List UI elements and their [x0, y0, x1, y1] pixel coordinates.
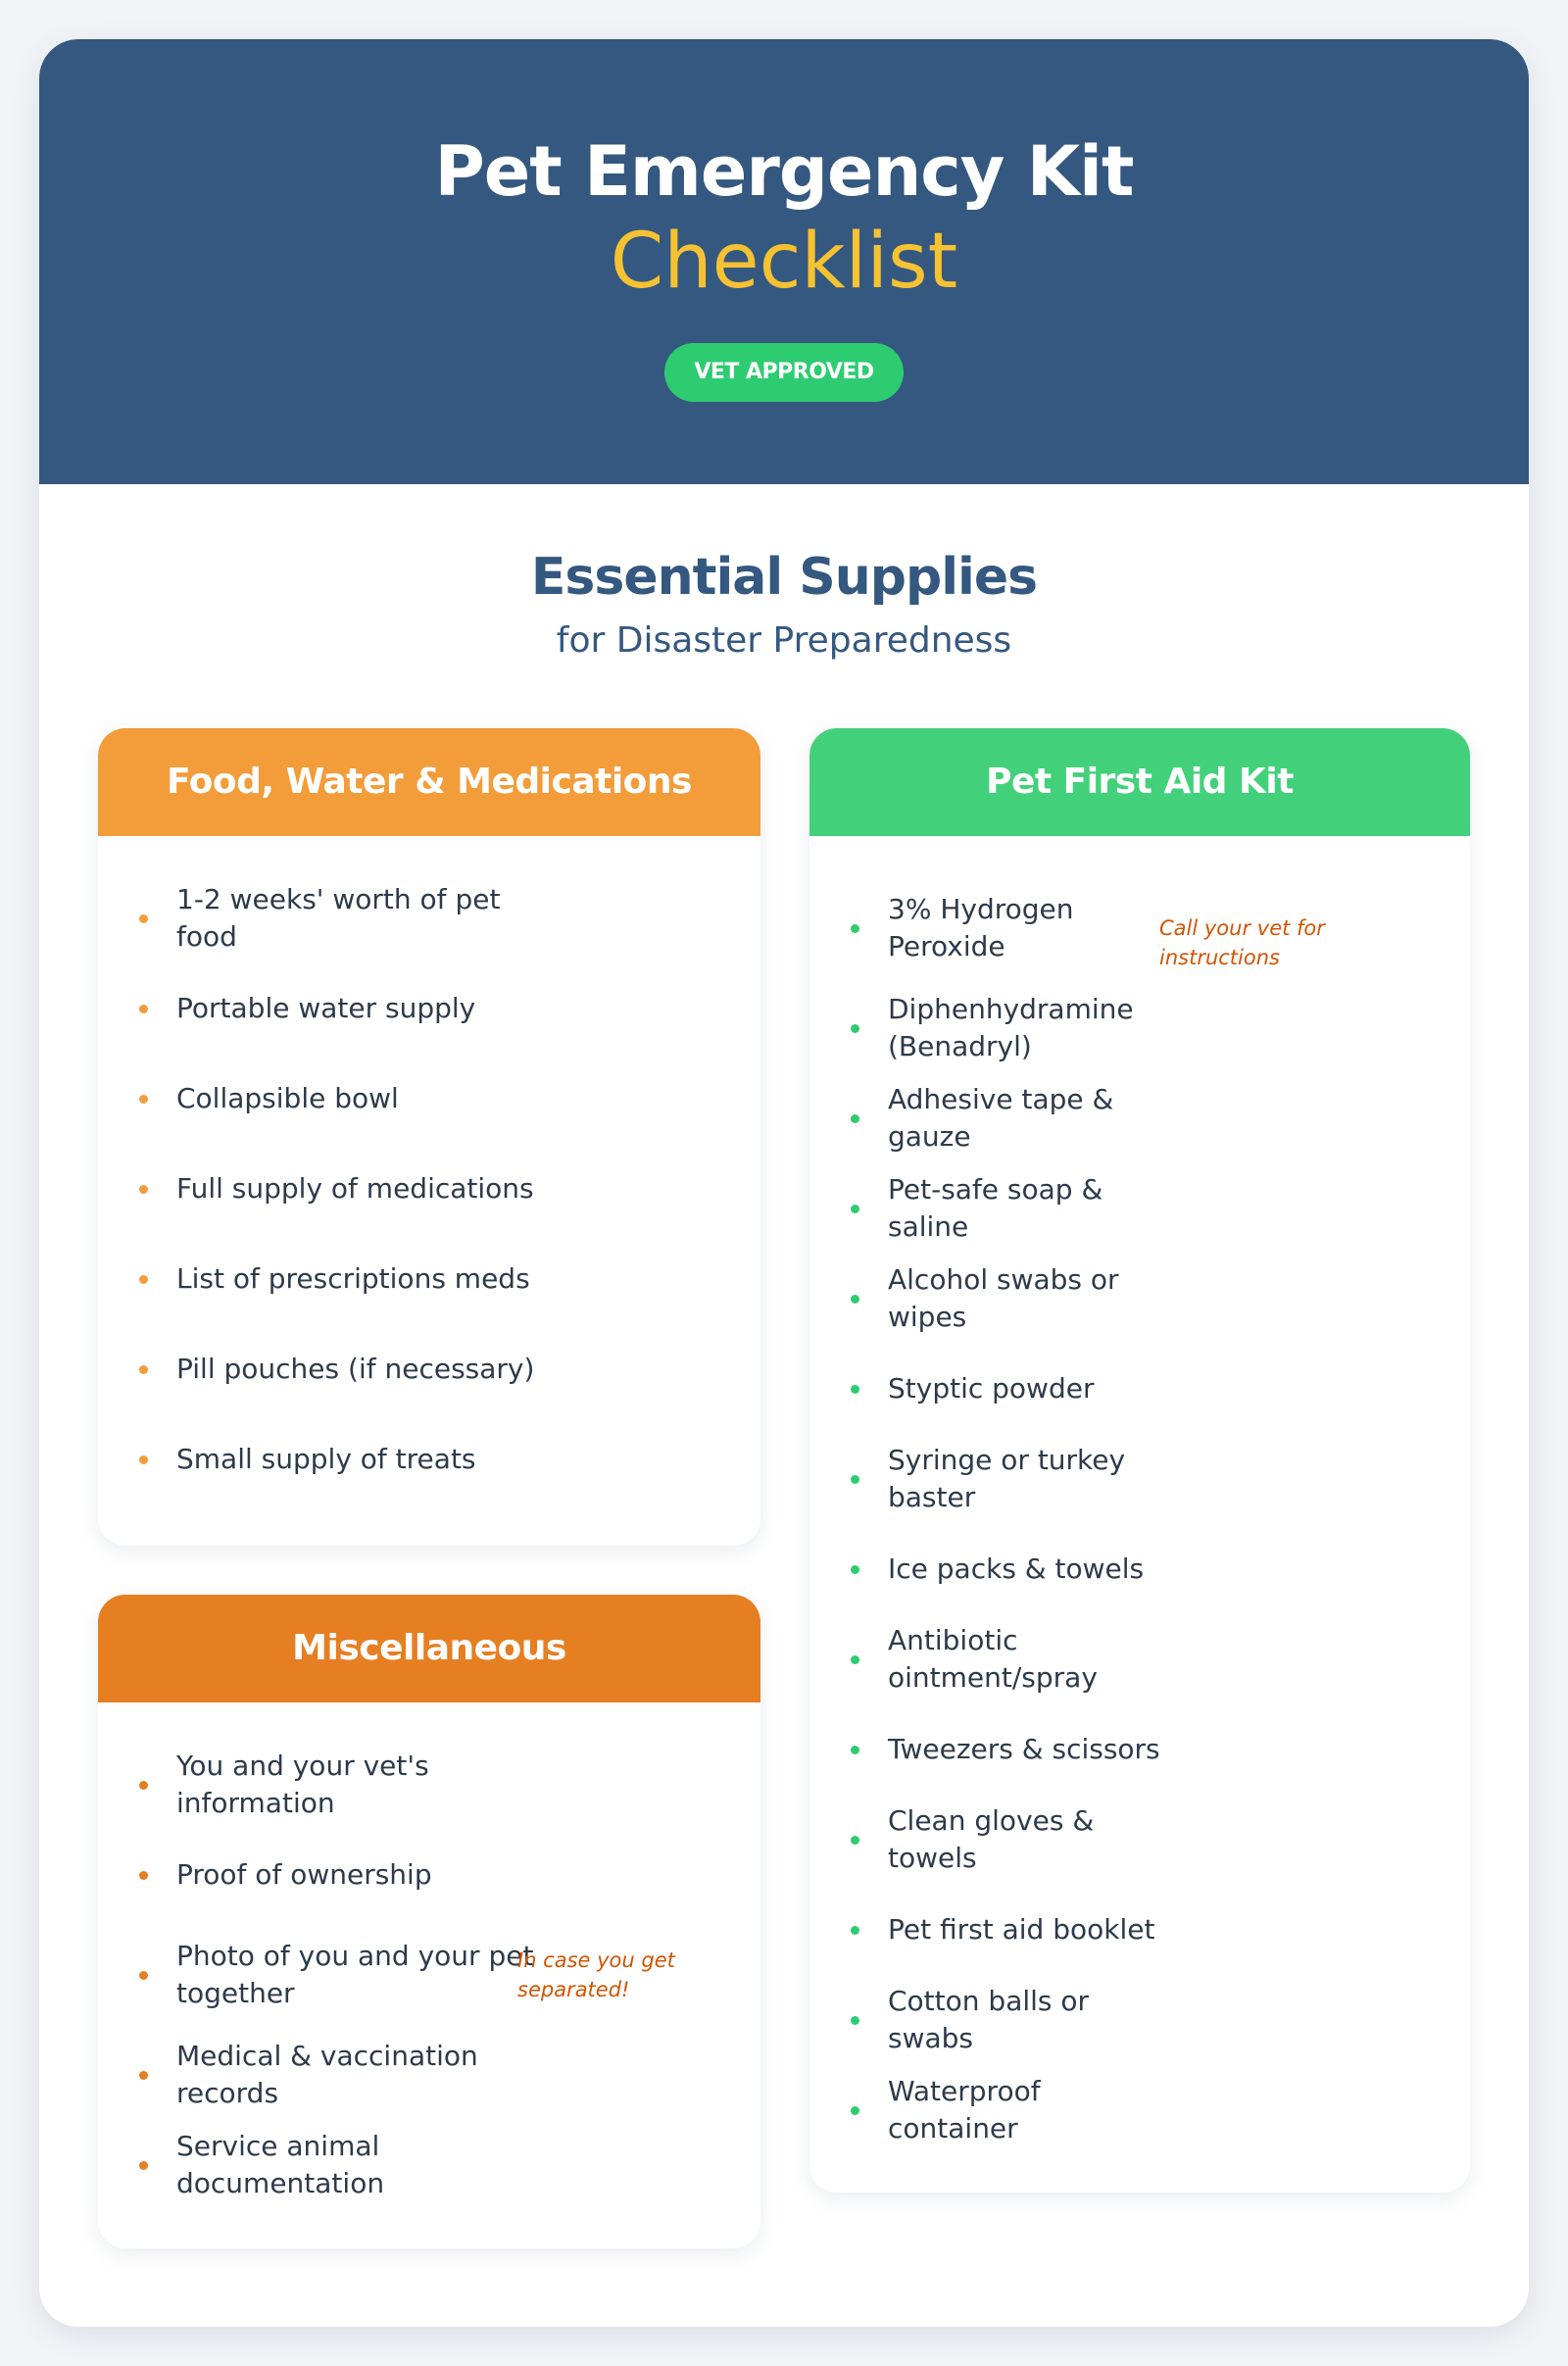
checklist-item	[98, 1920, 760, 2030]
checklist-item-text: Diphenhydramine (Benadryl)	[888, 993, 1134, 1062]
bullet-icon	[851, 1295, 859, 1304]
checklist-item-text: Waterproof container	[888, 2075, 1041, 2144]
bullet-icon	[851, 1024, 859, 1033]
bullet-icon	[139, 914, 148, 923]
checklist-item-text: Styptic powder	[888, 1372, 1095, 1405]
checklist-item	[98, 2120, 760, 2210]
bullet-icon	[851, 2106, 859, 2115]
checklist-item-text: Syringe or turkey baster	[888, 1444, 1126, 1513]
checklist-item-text: Tweezers & scissors	[888, 1733, 1160, 1765]
bullet-icon	[139, 1781, 148, 1790]
miscellaneous-panel	[98, 1595, 760, 2248]
checklist-item-text: Pet first aid booklet	[888, 1913, 1155, 1946]
checklist-item	[98, 1830, 760, 1920]
bullet-icon	[139, 2161, 148, 2170]
vet-approved-badge: VET APPROVED	[664, 343, 903, 402]
checklist-item	[809, 1254, 1470, 1344]
checklist-item-text: Portable water supply	[176, 992, 476, 1024]
bullet-icon	[851, 1746, 859, 1754]
bullet-icon	[851, 1475, 859, 1484]
bullet-icon	[139, 1095, 148, 1104]
bullet-icon	[851, 1114, 859, 1123]
header-banner	[39, 39, 1529, 484]
checklist-item	[98, 1740, 760, 1830]
bullet-icon	[139, 1185, 148, 1194]
panel-header: Food, Water & Medications	[98, 728, 760, 836]
bullet-icon	[139, 1871, 148, 1880]
bullet-icon	[851, 2016, 859, 2025]
checklist-item-text: Medical & vaccination records	[176, 2040, 478, 2109]
checklist-item	[98, 1234, 760, 1324]
checklist-item	[809, 1885, 1470, 1975]
checklist-item	[98, 1144, 760, 1234]
checklist-item	[809, 1704, 1470, 1795]
bullet-icon	[139, 1005, 148, 1013]
bullet-icon	[851, 1836, 859, 1845]
bullet-icon	[851, 1565, 859, 1574]
checklist-item	[809, 873, 1470, 983]
bullet-icon	[851, 1385, 859, 1394]
checklist-item-text: Alcohol swabs or wipes	[888, 1263, 1119, 1333]
checklist-item-text: Pill pouches (if necessary)	[176, 1353, 535, 1385]
checklist-item	[809, 1434, 1470, 1524]
checklist-item	[809, 1975, 1470, 2065]
page-title: Pet Emergency Kit	[434, 131, 1134, 212]
checklist-item	[809, 1344, 1470, 1434]
checklist-item-text: Adhesive tape & gauze	[888, 1083, 1114, 1153]
checklist	[98, 1702, 760, 2210]
checklist-item	[98, 963, 760, 1054]
checklist	[98, 836, 760, 1504]
checklist-item	[809, 1795, 1470, 1885]
panel-header: Miscellaneous	[98, 1595, 760, 1702]
checklist-item	[809, 1614, 1470, 1704]
item-note: In case you get separated!	[517, 1948, 675, 2001]
checklist-item-text: Full supply of medications	[176, 1172, 534, 1205]
checklist-item	[98, 1054, 760, 1144]
checklist-item	[809, 1163, 1470, 1254]
checklist-item-text: 3% Hydrogen Peroxide	[888, 893, 1074, 962]
checklist-item-text: List of prescriptions meds	[176, 1262, 530, 1295]
checklist-item	[809, 983, 1470, 1073]
checklist-item-text: Pet-safe soap & saline	[888, 1173, 1103, 1243]
bullet-icon	[139, 1971, 148, 1980]
item-note: Call your vet for instructions	[1159, 916, 1325, 969]
checklist-item-text: 1-2 weeks' worth of pet food	[176, 883, 501, 953]
checklist-card	[39, 39, 1529, 2327]
checklist-item	[98, 873, 760, 963]
section-heading	[39, 545, 1529, 665]
checklist-item-text: Proof of ownership	[176, 1858, 432, 1891]
checklist-item-text: Ice packs & towels	[888, 1553, 1145, 1585]
section-title: Essential Supplies	[530, 548, 1038, 607]
checklist-item-text: Clean gloves & towels	[888, 1804, 1095, 1874]
bullet-icon	[139, 1455, 148, 1464]
checklist-item-text: Small supply of treats	[176, 1443, 476, 1475]
checklist-item-text: Collapsible bowl	[176, 1082, 399, 1114]
pet-first-aid-kit-panel	[809, 728, 1470, 2193]
checklist-item-text: Cotton balls or swabs	[888, 1985, 1090, 2054]
bullet-icon	[139, 2071, 148, 2080]
checklist	[809, 836, 1470, 2155]
bullet-icon	[851, 924, 859, 933]
checklist-item	[98, 1324, 760, 1414]
checklist-item	[809, 2065, 1470, 2155]
bullet-icon	[139, 1365, 148, 1374]
checklist-item-text: Service animal documentation	[176, 2130, 385, 2199]
checklist-item	[98, 1414, 760, 1504]
bullet-icon	[139, 1275, 148, 1284]
checklist-item	[809, 1073, 1470, 1163]
bullet-icon	[851, 1205, 859, 1213]
checklist-item	[98, 2030, 760, 2120]
checklist-item-text: Photo of you and your pet together	[176, 1940, 534, 2009]
panel-header: Pet First Aid Kit	[809, 728, 1470, 836]
bullet-icon	[851, 1926, 859, 1935]
checklist-item-text: Antibiotic ointment/spray	[888, 1624, 1098, 1694]
food-water-medications-panel	[98, 728, 760, 1546]
section-subtitle: for Disaster Preparedness	[556, 620, 1012, 661]
bullet-icon	[851, 1655, 859, 1664]
page-title-accent: Checklist	[610, 218, 958, 306]
checklist-item-text: You and your vet's information	[176, 1750, 429, 1819]
checklist-item	[809, 1524, 1470, 1614]
